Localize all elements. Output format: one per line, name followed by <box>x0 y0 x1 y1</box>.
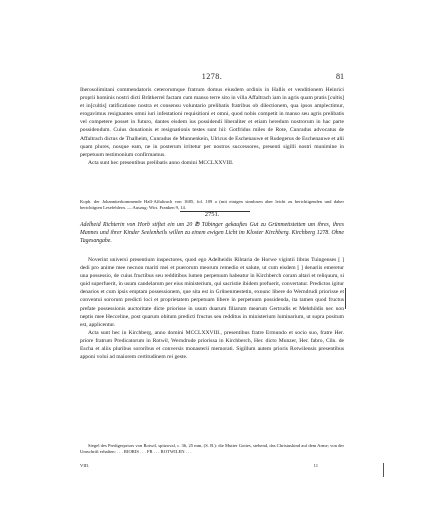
paragraph: Iherosolimitani commendatoris ceterorumque fratrum domus eiusdem ordinis in Hallis et venditionem Heinrici proprii hominis nostri dicti Brůtkerrel factam cum manso terre sito in villa Affaltrach iam in agris quam pratis [cultis] et in[cultis] ratificatione nostra et consensu voluntario prelibatis fratribus ob dilectionem, qua ipsos amplectimur, erogavimus resignantes omni iuri infestationi requisitioni et omni, quod nobis competit in manso seu agris prelibatis vel competere posset in futuro, dantes eisdem ius possidendi liberaliter et etiam heredum nostrorum in hac parte possidendum. Cuius donationis et resignationis testes sunt hii: Gotfridus miles de Rote, Cunradus advocatus de Affaltrach dictus de Thalheim, Cunradus de Munnenkein, Ulricus de Eschenauwe et Rudegerus de Eschenauwe et alii quam plures, nosque eam, ne in posterum irritetur per nostros successores, presenti sigilli nostri munimine in perpetuum testimonium confirmamus. <box>80 87 344 158</box>
page-header <box>80 72 344 84</box>
paragraph: Acta sunt hec in Kirchberg, anno domini MCCLXXVIII., presentibus fratre Ermundo et socio suo, fratre Her. priore fratrum Predicatorum in Rotwil, Werndrude priorissa in Kirchberch, Her. dicto Munzer, Her. fabro, Cůn. de Escha et aliis pluribus sororibus et conversis monasterii memorati. Sigillum autem prioris Rotwilensis presentibus apponi volui ad maiorem certitudinem rei geste. <box>80 329 344 361</box>
regest-text: Adelheid Richterin von Horb stiftet ein um 20 ℔ Tübinger gekauftes Gut zu Grünmettstetten um ihres, ihres Mannes und ihrer Kinder Seelenheils willen zu einem ewigen Licht im Kloster Kirchberg. Kirchberg 1278. Ohne Tagesangabe. <box>80 222 344 245</box>
source-note <box>80 199 344 212</box>
note-text: Kopb. der Johanniterkommende Hall-Affaltrach von 1685, fol. 109 a (mit einigen sinnlosen aber leicht zu berichtigenden und daher berichtigten Lesefehlern. — Auszug: Wirt. Franken 9, 14. <box>80 199 344 211</box>
margin-bracket <box>345 288 349 309</box>
text-block-1 <box>80 86 344 167</box>
signature-mark: VIII. <box>80 463 90 468</box>
paragraph: Acta sunt hec presentibus prelibatis anno domini MCCLXXVIII. <box>88 159 234 166</box>
regest <box>80 221 344 245</box>
document-number: 2751. <box>204 211 220 218</box>
page-footer <box>80 463 344 471</box>
sheet-number: 11 <box>313 463 318 468</box>
seal-text: Siegel des Predigerpriors von Rotwil, spitzoval, c. 36, 25 mm, (S. B.): die Mutter Gottes, stehend, das Christuskind auf dem Arme; von der Umschrift erhalten: . . . RIORIS . . . FR . . . ROTWILEN . . . <box>80 443 344 455</box>
page-number: 81 <box>336 72 344 81</box>
text-block-2 <box>80 256 344 361</box>
seal-note <box>80 443 344 456</box>
margin-mark <box>383 463 384 477</box>
paragraph: Noverint universi presentium inspectores, quod ego Adelheidis Rihtaria de Horwe vigintii libras Tuingenses [ ] dedi pro anime mee necnon mariti mei et puerorum meorum remedio et salute, ut cum eisdem [ ] denariis emeretur una possessio, de cuius fructibus seu redditibus lumen perpetuum habeatur in Kirchberch coram altari et reliquum, si quid superfuerit, in usum candelarum per eius ministerium, qui sacristie ibidem prefuerit, convertatur. Predictos igitur denarios et cum ipsis emptam possessionem, que sita est in Grůnenmestetin, exnunc libere do Werndrudi priorisse et conventui sororum predicti loci et proprietatem perpetuam libere in perpetuum possidenda, ita tamen quod fructus prefate possessionis auctoritate dicte priorisse in usum duarum filiarum mearum Gertrudis et Mehthildis nec non neptis mee Hecceline, post quarum obitum predicti fructus seu redditus in ministerium luminarium, ut supra positum est, applicentur. <box>80 257 344 328</box>
header-year: 1278. <box>201 72 223 81</box>
